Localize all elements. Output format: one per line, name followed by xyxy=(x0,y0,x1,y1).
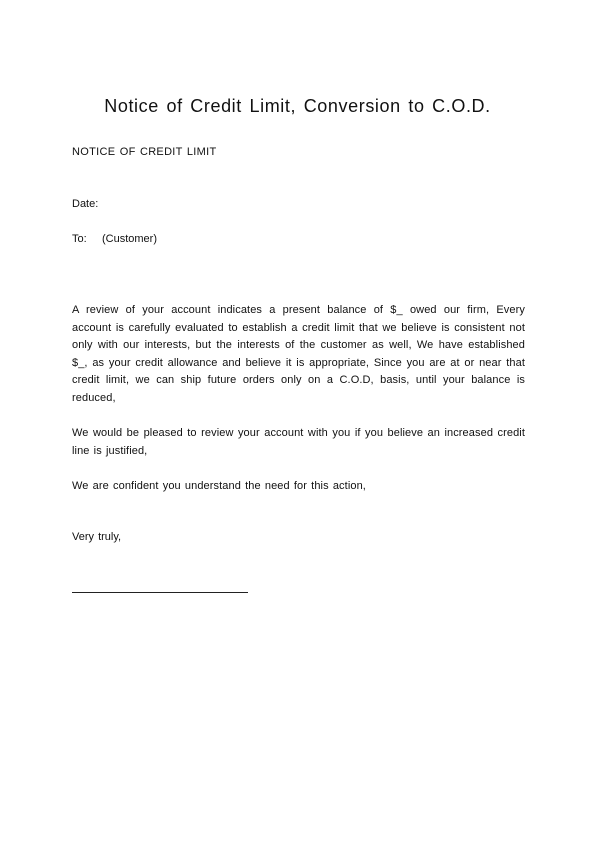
closing-salutation: Very truly, xyxy=(72,531,122,543)
recipient-line xyxy=(72,233,157,245)
date-label: Date: xyxy=(72,198,99,210)
signature-line xyxy=(72,592,248,593)
body-paragraph-confidence: We are confident you understand the need for this action, xyxy=(72,480,366,492)
recipient-value: (Customer) xyxy=(102,233,158,245)
body-paragraph-review: We would be pleased to review your account with you if you believe an increased credit line is justified, xyxy=(72,427,525,457)
notice-subheading: NOTICE OF CREDIT LIMIT xyxy=(72,146,217,158)
document-title: Notice of Credit Limit, Conversion to C.O.D. xyxy=(104,96,491,116)
body-paragraph-balance: A review of your account indicates a present balance of $_ owed our firm, Every account is carefully evaluated to establish a credit limit that we believe is consistent not only with our interests, but the interests of the customer as well, We have established $_, as your credit allowance and believe it is appropriate, Since you are at or near that credit limit, we can ship future orders only on a C.O.D, basis, until your balance is reduced, xyxy=(72,304,525,404)
to-label: To: xyxy=(72,233,87,245)
